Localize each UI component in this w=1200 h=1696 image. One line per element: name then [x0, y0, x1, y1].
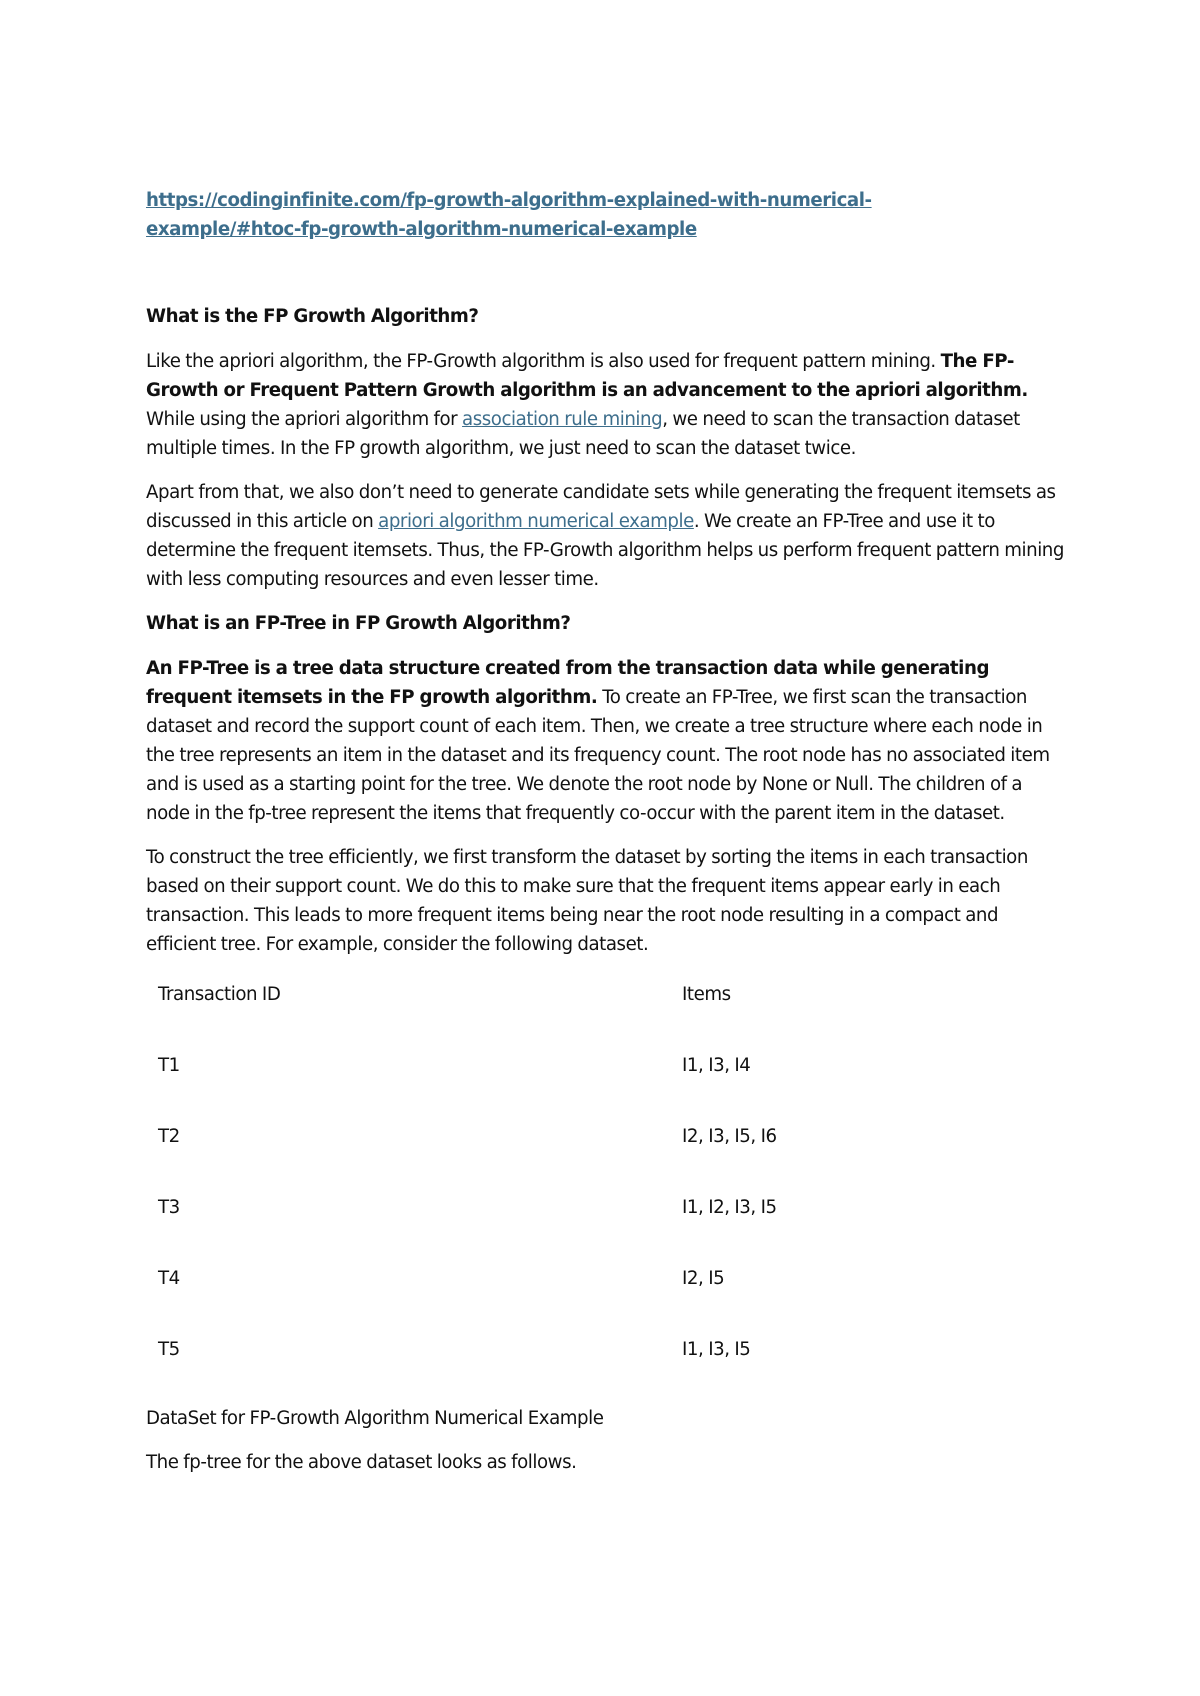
- source-url-link[interactable]: [146, 186, 926, 244]
- header-transaction-id: Transaction ID: [158, 984, 281, 1005]
- cell-items: I1, I3, I5: [682, 1339, 751, 1360]
- closing-sentence: The fp-tree for the above dataset looks as follows.: [146, 1452, 577, 1473]
- heading-what-is-fp-growth: What is the FP Growth Algorithm?: [146, 306, 479, 327]
- intro-bold-statement: The FP-Growth or Frequent Pattern Growth algorithm is an advancement to the apriori algorithm.: [146, 351, 1028, 401]
- candidate-text-2: . We create an FP-Tree and use it to determine the frequent itemsets. Thus, the FP-Growth algorithm helps us perform frequent pattern mining with less computing resources and even lesser time.: [146, 511, 1064, 590]
- heading-what-is-fp-tree: What is an FP-Tree in FP Growth Algorithm?: [146, 613, 571, 634]
- table-row: [146, 1264, 1066, 1335]
- cell-items: I1, I2, I3, I5: [682, 1197, 777, 1218]
- cell-items: I2, I3, I5, I6: [682, 1126, 777, 1147]
- paragraph-candidate-sets: [146, 478, 1066, 594]
- table-row: [146, 1335, 1066, 1406]
- table-header-row: [146, 980, 1066, 1051]
- table-row: [146, 1051, 1066, 1122]
- cell-transaction-id: T2: [158, 1126, 180, 1147]
- intro-text-2: While using the apriori algorithm for: [146, 409, 463, 430]
- cell-transaction-id: T3: [158, 1197, 180, 1218]
- intro-text-1: Like the apriori algorithm, the FP-Growth algorithm is also used for frequent pattern mining.: [146, 351, 941, 372]
- candidate-text-1: Apart from that, we also don’t need to generate candidate sets while generating the frequent itemsets as discussed in this article on: [146, 482, 1056, 532]
- fp-tree-text: To create an FP-Tree, we first scan the transaction dataset and record the support count of each item. Then, we create a tree structure where each node in the tree represents an item in the dataset and its frequency count. The root node has no associated item and is used as a starting point for the tree. We denote the root node by None or Null. The children of a node in the fp-tree represent the items that frequently co-occur with the parent item in the dataset.: [146, 687, 1050, 824]
- document-page: [146, 186, 1066, 1492]
- paragraph-fp-growth-intro: [146, 347, 1066, 463]
- transaction-dataset-table: [146, 980, 1066, 1406]
- source-url-line1: https://codinginfinite.com/fp-growth-algorithm-explained-with-numerical-: [146, 190, 872, 211]
- association-rule-mining-link[interactable]: association rule mining: [462, 409, 663, 430]
- fp-tree-bold-definition: An FP-Tree is a tree data structure created from the transaction data while generating frequent itemsets in the FP growth algorithm.: [146, 658, 990, 708]
- apriori-numerical-example-link[interactable]: apriori algorithm numerical example: [378, 511, 694, 532]
- table-row: [146, 1193, 1066, 1264]
- cell-transaction-id: T5: [158, 1339, 180, 1360]
- cell-transaction-id: T4: [158, 1268, 180, 1289]
- table-caption: DataSet for FP-Growth Algorithm Numerical Example: [146, 1408, 604, 1429]
- paragraph-construct-tree: To construct the tree efficiently, we first transform the dataset by sorting the items in each transaction based on their support count. We do this to make sure that the frequent items appear early in each transaction. This leads to more frequent items being near the root node resulting in a compact and efficient tree. For example, consider the following dataset.: [146, 847, 1028, 955]
- cell-transaction-id: T1: [158, 1055, 180, 1076]
- intro-text-3: , we need to scan the transaction dataset multiple times. In the FP growth algorithm, we just need to scan the dataset twice.: [146, 409, 1020, 459]
- paragraph-fp-tree-definition: [146, 654, 1066, 828]
- header-items: Items: [682, 984, 731, 1005]
- cell-items: I1, I3, I4: [682, 1055, 751, 1076]
- source-url-line2: example/#htoc-fp-growth-algorithm-numerical-example: [146, 219, 697, 240]
- table-row: [146, 1122, 1066, 1193]
- cell-items: I2, I5: [682, 1268, 725, 1289]
